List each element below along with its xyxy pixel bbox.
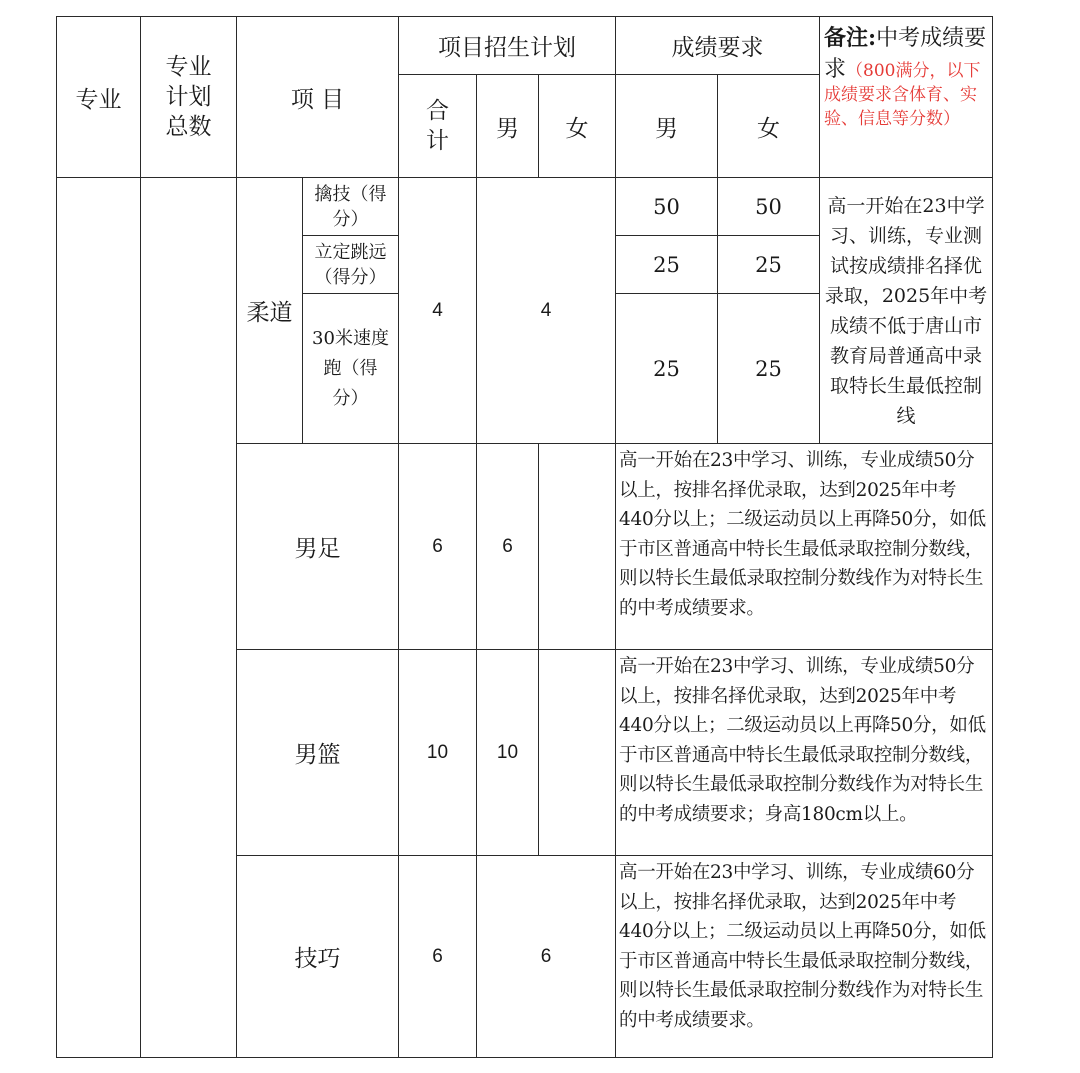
header-note [820, 17, 993, 178]
header-female-text: 女 [565, 115, 589, 142]
judo-planned [477, 178, 616, 444]
header-total-text: 合计 [426, 98, 449, 154]
header-total [399, 75, 477, 178]
judo-score-female-text: 25 [755, 356, 782, 381]
judo-score-male-text: 25 [653, 356, 680, 381]
acrobatics-planned [477, 856, 616, 1058]
header-female [539, 75, 616, 178]
judo-score-male [616, 294, 718, 444]
header-plan-total-text: 专业计划总数 [165, 54, 212, 140]
judo-sub-label [303, 178, 399, 236]
judo-sub-label [303, 236, 399, 294]
judo-score-male-text: 50 [653, 194, 680, 219]
football-note [616, 444, 993, 650]
judo-total [399, 178, 477, 444]
header-enroll-plan [399, 17, 616, 75]
judo-score-male-text: 25 [653, 252, 680, 277]
header-project-text: 项 目 [290, 86, 345, 113]
judo-planned-text: 4 [540, 299, 552, 321]
basketball-total-text: 10 [426, 741, 449, 763]
judo-score-female-text: 25 [755, 252, 782, 277]
basketball-male-text: 10 [496, 741, 519, 763]
football-name [237, 444, 399, 650]
plan-total-cell [141, 178, 237, 1058]
basketball-name-text: 男篮 [294, 742, 341, 768]
football-female [539, 444, 616, 650]
judo-name [237, 178, 303, 444]
judo-name-text: 柔道 [246, 300, 293, 326]
judo-score-female-text: 50 [755, 194, 782, 219]
admission-plan-table [56, 16, 993, 1058]
judo-score-male [616, 178, 718, 236]
header-score-female [718, 75, 820, 178]
header-male [477, 75, 539, 178]
acrobatics-total [399, 856, 477, 1058]
judo-total-text: 4 [432, 299, 443, 321]
football-note-text: 高一开始在23中学习、训练，专业成绩50分以上，按排名择优录取，达到2025年中考440分以上；二级运动员以上再降50分，如低于市区普通高中特长生最低录取控制分数线，则以特长生最低录取控制分数线作为对特长生的中考成绩要求。 [619, 450, 986, 619]
basketball-note [616, 650, 993, 856]
header-major [57, 17, 141, 178]
acrobatics-name-text: 技巧 [294, 946, 341, 972]
header-note-title: 中考成绩要求 [824, 26, 987, 82]
acrobatics-planned-text: 6 [540, 945, 552, 967]
basketball-male [477, 650, 539, 856]
major-cell [57, 178, 141, 1058]
judo-score-male [616, 236, 718, 294]
header-major-text: 专业 [75, 86, 122, 113]
acrobatics-total-text: 6 [432, 945, 443, 967]
acrobatics-note-text: 高一开始在23中学习、训练，专业成绩60分以上，按排名择优录取，达到2025年中考440分以上；二级运动员以上再降50分，如低于市区普通高中特长生最低录取控制分数线，则以特长生最低录取控制分数线作为对特长生的中考成绩要求。 [619, 862, 986, 1031]
header-note-detail: （800满分，以下成绩要求含体育、实验、信息等分数） [824, 61, 981, 129]
table-row [57, 178, 993, 236]
header-score-male [616, 75, 718, 178]
judo-score-female [718, 236, 820, 294]
header-note-label: 备注: [824, 25, 877, 51]
basketball-female [539, 650, 616, 856]
header-male-text: 男 [496, 115, 519, 142]
judo-sub-label-text: 擒技（得分） [314, 183, 387, 230]
header-score-male-text: 男 [655, 115, 679, 142]
judo-score-female [718, 294, 820, 444]
judo-note [820, 178, 993, 444]
judo-sub-label-text: 30米速度跑（得分） [312, 327, 389, 409]
header-enroll-plan-text: 项目招生计划 [438, 35, 576, 61]
acrobatics-note [616, 856, 993, 1058]
football-total [399, 444, 477, 650]
football-total-text: 6 [432, 535, 443, 557]
header-row-1 [57, 17, 993, 75]
header-score-req-text: 成绩要求 [671, 35, 764, 61]
football-male [477, 444, 539, 650]
acrobatics-name [237, 856, 399, 1058]
judo-score-female [718, 178, 820, 236]
football-name-text: 男足 [294, 536, 341, 562]
judo-note-text: 高一开始在23中学习、训练，专业测试按成绩排名择优录取，2025年中考成绩不低于唐山市教育局普通高中录取特长生最低控制线 [824, 194, 988, 427]
header-score-req [616, 17, 820, 75]
basketball-total [399, 650, 477, 856]
header-score-female-text: 女 [757, 115, 781, 142]
basketball-name [237, 650, 399, 856]
basketball-note-text: 高一开始在23中学习、训练，专业成绩50分以上，按排名择优录取，达到2025年中考440分以上；二级运动员以上再降50分，如低于市区普通高中特长生最低录取控制分数线，则以特长生最低录取控制分数线作为对特长生的中考成绩要求；身高180cm以上。 [619, 656, 986, 825]
judo-sub-label-text: 立定跳远（得分） [314, 241, 387, 288]
judo-sub-label [303, 294, 399, 444]
football-male-text: 6 [502, 535, 513, 557]
header-plan-total [141, 17, 237, 178]
header-project [237, 17, 399, 178]
